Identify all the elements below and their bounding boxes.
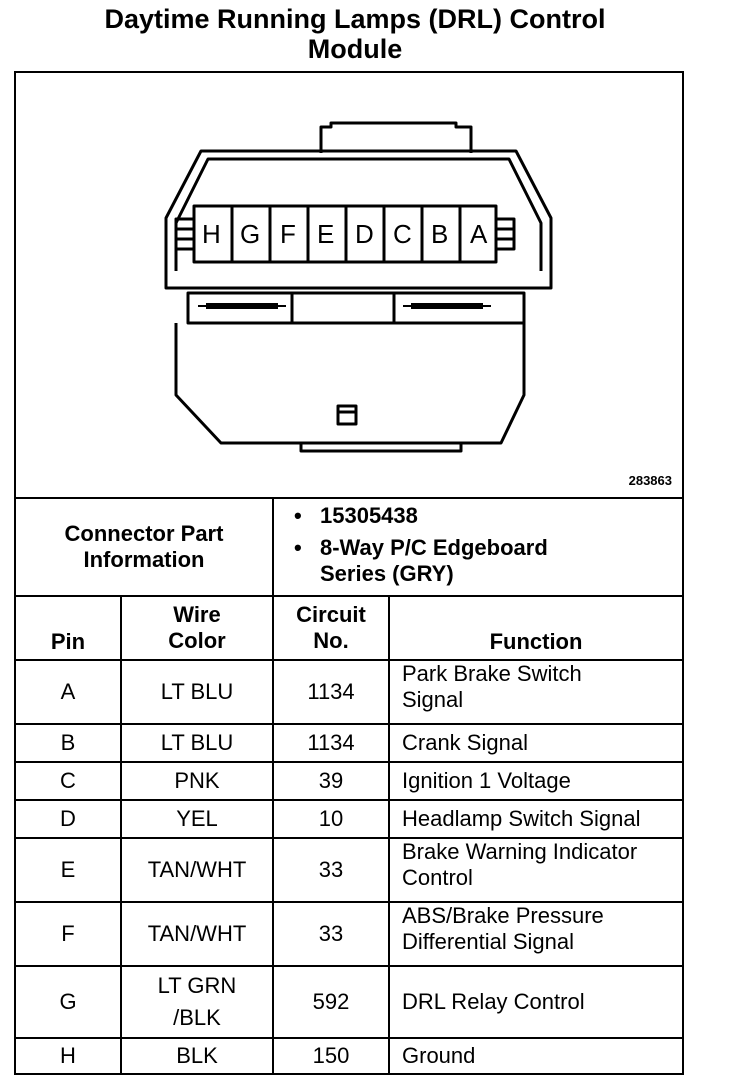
row-h-pin: H xyxy=(60,1043,76,1068)
title-line-2: Module xyxy=(307,34,403,64)
row-g-function: DRL Relay Control xyxy=(402,989,585,1014)
row-d-circuit: 10 xyxy=(318,806,344,831)
connector-diagram xyxy=(16,73,682,497)
row-e-function-line-1: Brake Warning Indicator xyxy=(402,839,638,864)
connector-info-details xyxy=(274,503,674,593)
row-h-function: Ground xyxy=(402,1043,476,1068)
header-wire-line-1: Wire xyxy=(173,602,221,627)
row-a-function-line-1: Park Brake Switch xyxy=(402,661,582,686)
row-c-wire: PNK xyxy=(174,768,220,793)
row-g-pin: G xyxy=(59,989,77,1014)
row-f-circuit: 33 xyxy=(318,921,344,946)
connector-info-label xyxy=(16,499,272,595)
header-circuit-line-2: No. xyxy=(313,628,349,653)
row-a-circuit: 1134 xyxy=(307,679,355,704)
connector-label-line-1: Connector Part xyxy=(64,521,224,546)
row-b-pin: B xyxy=(60,730,76,755)
row-a-pin: A xyxy=(60,679,76,704)
row-a-function-line-2: Signal xyxy=(402,687,464,712)
pin-letter-a: A xyxy=(470,219,488,249)
header-function: Function xyxy=(489,629,583,654)
pin-letter-g: G xyxy=(240,219,261,249)
row-b-circuit: 1134 xyxy=(307,730,355,755)
connector-part-number xyxy=(274,503,674,529)
row-e-function xyxy=(390,839,682,901)
part-number-text: 15305438 xyxy=(320,503,418,528)
row-a-wire: LT BLU xyxy=(160,679,234,704)
pin-letter-c: C xyxy=(393,219,412,249)
row-g-wire-line-1: LT GRN xyxy=(157,973,237,998)
row-g-wire xyxy=(122,967,272,1037)
connector-drawing xyxy=(16,73,682,497)
row-d-function: Headlamp Switch Signal xyxy=(402,806,641,831)
row-f-function-line-1: ABS/Brake Pressure xyxy=(402,903,604,928)
header-circuit xyxy=(274,597,388,659)
row-f-pin: F xyxy=(61,921,75,946)
connector-label-line-2: Information xyxy=(83,547,205,572)
description-line-1: 8-Way P/C Edgeboard xyxy=(320,535,548,560)
header-pin: Pin xyxy=(50,629,86,654)
connector-frame xyxy=(14,71,684,1075)
row-g-circuit: 592 xyxy=(312,989,350,1014)
pin-letter-e: E xyxy=(317,219,335,249)
description-line-2: Series (GRY) xyxy=(320,561,454,586)
pin-letter-f: F xyxy=(280,219,296,249)
connector-description xyxy=(274,535,674,587)
figure-number: 283863 xyxy=(628,473,672,488)
row-h-wire: BLK xyxy=(176,1043,218,1068)
row-e-function-line-2: Control xyxy=(402,865,473,890)
row-c-circuit: 39 xyxy=(318,768,344,793)
row-e-pin: E xyxy=(60,857,76,882)
row-a-function xyxy=(390,661,682,723)
page-title xyxy=(0,4,710,64)
row-b-function: Crank Signal xyxy=(402,730,528,755)
bullet-icon: • xyxy=(294,535,302,560)
header-circuit-line-1: Circuit xyxy=(296,602,366,627)
row-f-function-line-2: Differential Signal xyxy=(402,929,575,954)
pin-letter-d: D xyxy=(355,219,374,249)
row-c-function: Ignition 1 Voltage xyxy=(402,768,571,793)
row-g-wire-line-2: /BLK xyxy=(173,1005,221,1030)
row-b-wire: LT BLU xyxy=(160,730,234,755)
row-d-pin: D xyxy=(60,806,76,831)
row-d-wire: YEL xyxy=(176,806,218,831)
row-f-function xyxy=(390,903,682,965)
row-f-wire: TAN/WHT xyxy=(147,921,247,946)
pin-letter-h: H xyxy=(202,219,221,249)
row-e-circuit: 33 xyxy=(318,857,344,882)
header-wire-line-2: Color xyxy=(168,628,226,653)
row-h-circuit: 150 xyxy=(312,1043,350,1068)
row-c-pin: C xyxy=(60,768,76,793)
row-e-wire: TAN/WHT xyxy=(147,857,247,882)
header-wire-color xyxy=(122,597,272,659)
title-line-1: Daytime Running Lamps (DRL) Control xyxy=(104,4,606,34)
pin-letter-b: B xyxy=(431,219,449,249)
bullet-icon: • xyxy=(294,503,302,528)
